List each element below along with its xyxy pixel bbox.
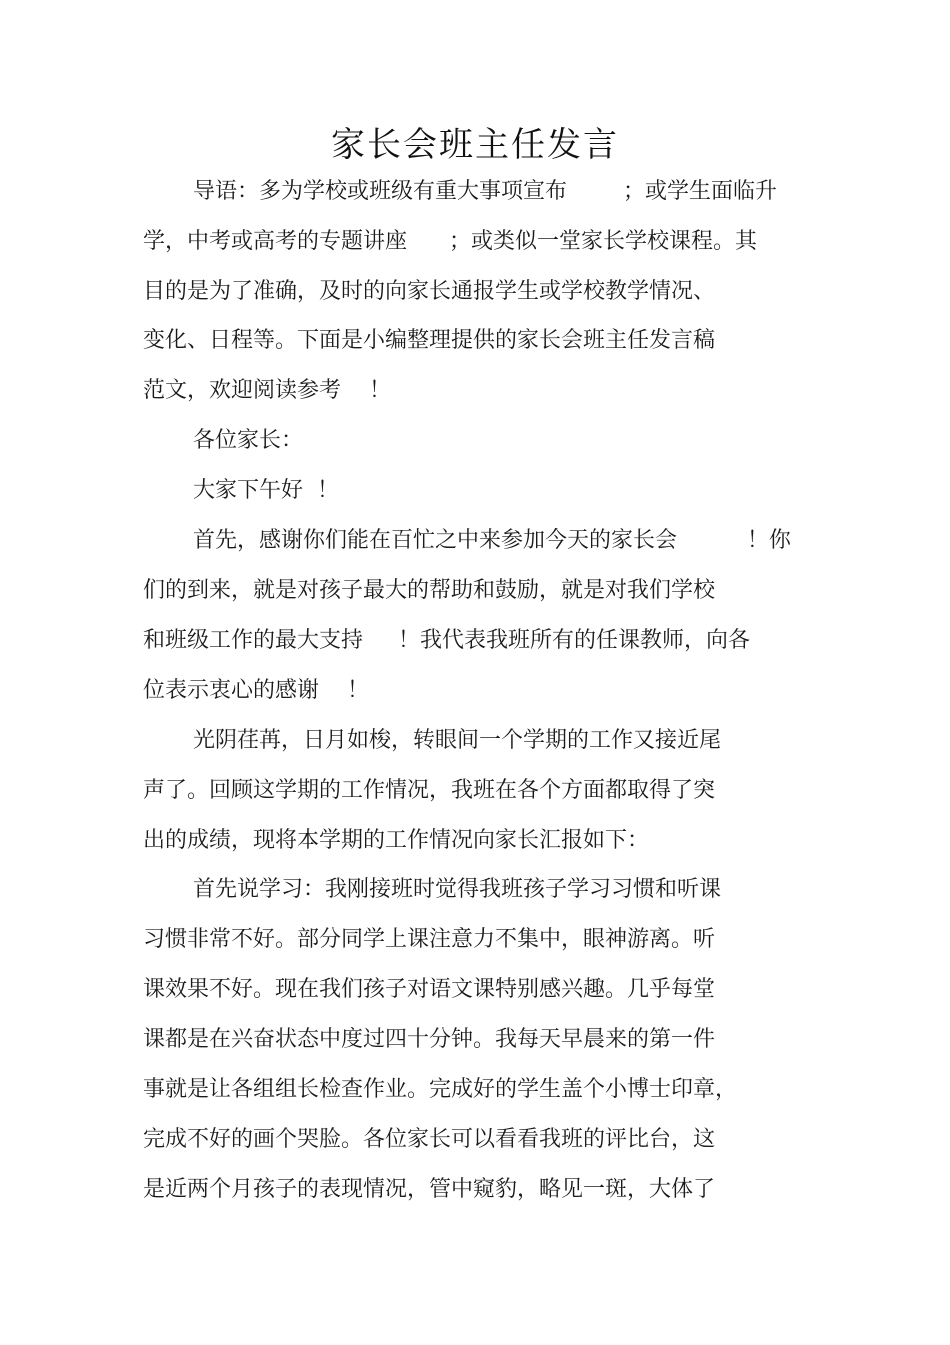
document-title: 家长会班主任发言 (331, 125, 619, 165)
text-line: 范文，欢迎阅读参考 ！ (143, 378, 391, 403)
greeting-line: 大家下午好 ！ (193, 478, 339, 503)
text-line: 事就是让各组组长检查作业。完成好的学生盖个小博士印章， (143, 1077, 738, 1102)
text-line: 光阴荏苒，日月如梭，转眼间一个学期的工作又接近尾 (193, 728, 722, 753)
text-line: 课效果不好。现在我们孩子对语文课特别感兴趣。几乎每堂 (143, 977, 716, 1002)
text-line: 习惯非常不好。部分同学上课注意力不集中，眼神游离。听 (143, 927, 716, 952)
text-line: 声了。回顾这学期的工作情况，我班在各个方面都取得了突 (143, 778, 716, 803)
text-line: 变化、日程等。下面是小编整理提供的家长会班主任发言稿 (143, 328, 716, 353)
text-line: 课都是在兴奋状态中度过四十分钟。我每天早晨来的第一件 (143, 1027, 716, 1052)
text-line: 位表示衷心的感谢 ！ (143, 678, 369, 703)
text-line: 导语：多为学校或班级有重大事项宣布 ；或学生面临升 (193, 179, 777, 204)
text-line: 首先，感谢你们能在百忙之中来参加今天的家长会 ！你 (193, 528, 791, 553)
text-line: 首先说学习：我刚接班时觉得我班孩子学习习惯和听课 (193, 877, 722, 902)
text-line: 学，中考或高考的专题讲座 ；或类似一堂家长学校课程。其 (143, 229, 757, 254)
text-line: 完成不好的画个哭脸。各位家长可以看看我班的评比台，这 (143, 1127, 716, 1152)
text-line: 目的是为了准确，及时的向家长通报学生或学校教学情况、 (143, 279, 716, 304)
text-line: 和班级工作的最大支持 ！我代表我班所有的任课教师，向各 (143, 628, 750, 653)
text-line: 出的成绩，现将本学期的工作情况向家长汇报如下： (143, 828, 650, 853)
text-line: 们的到来，就是对孩子最大的帮助和鼓励，就是对我们学校 (143, 578, 716, 603)
greeting-line: 各位家长： (193, 428, 304, 453)
text-line: 是近两个月孩子的表现情况，管中窥豹，略见一斑，大体了 (143, 1177, 716, 1202)
